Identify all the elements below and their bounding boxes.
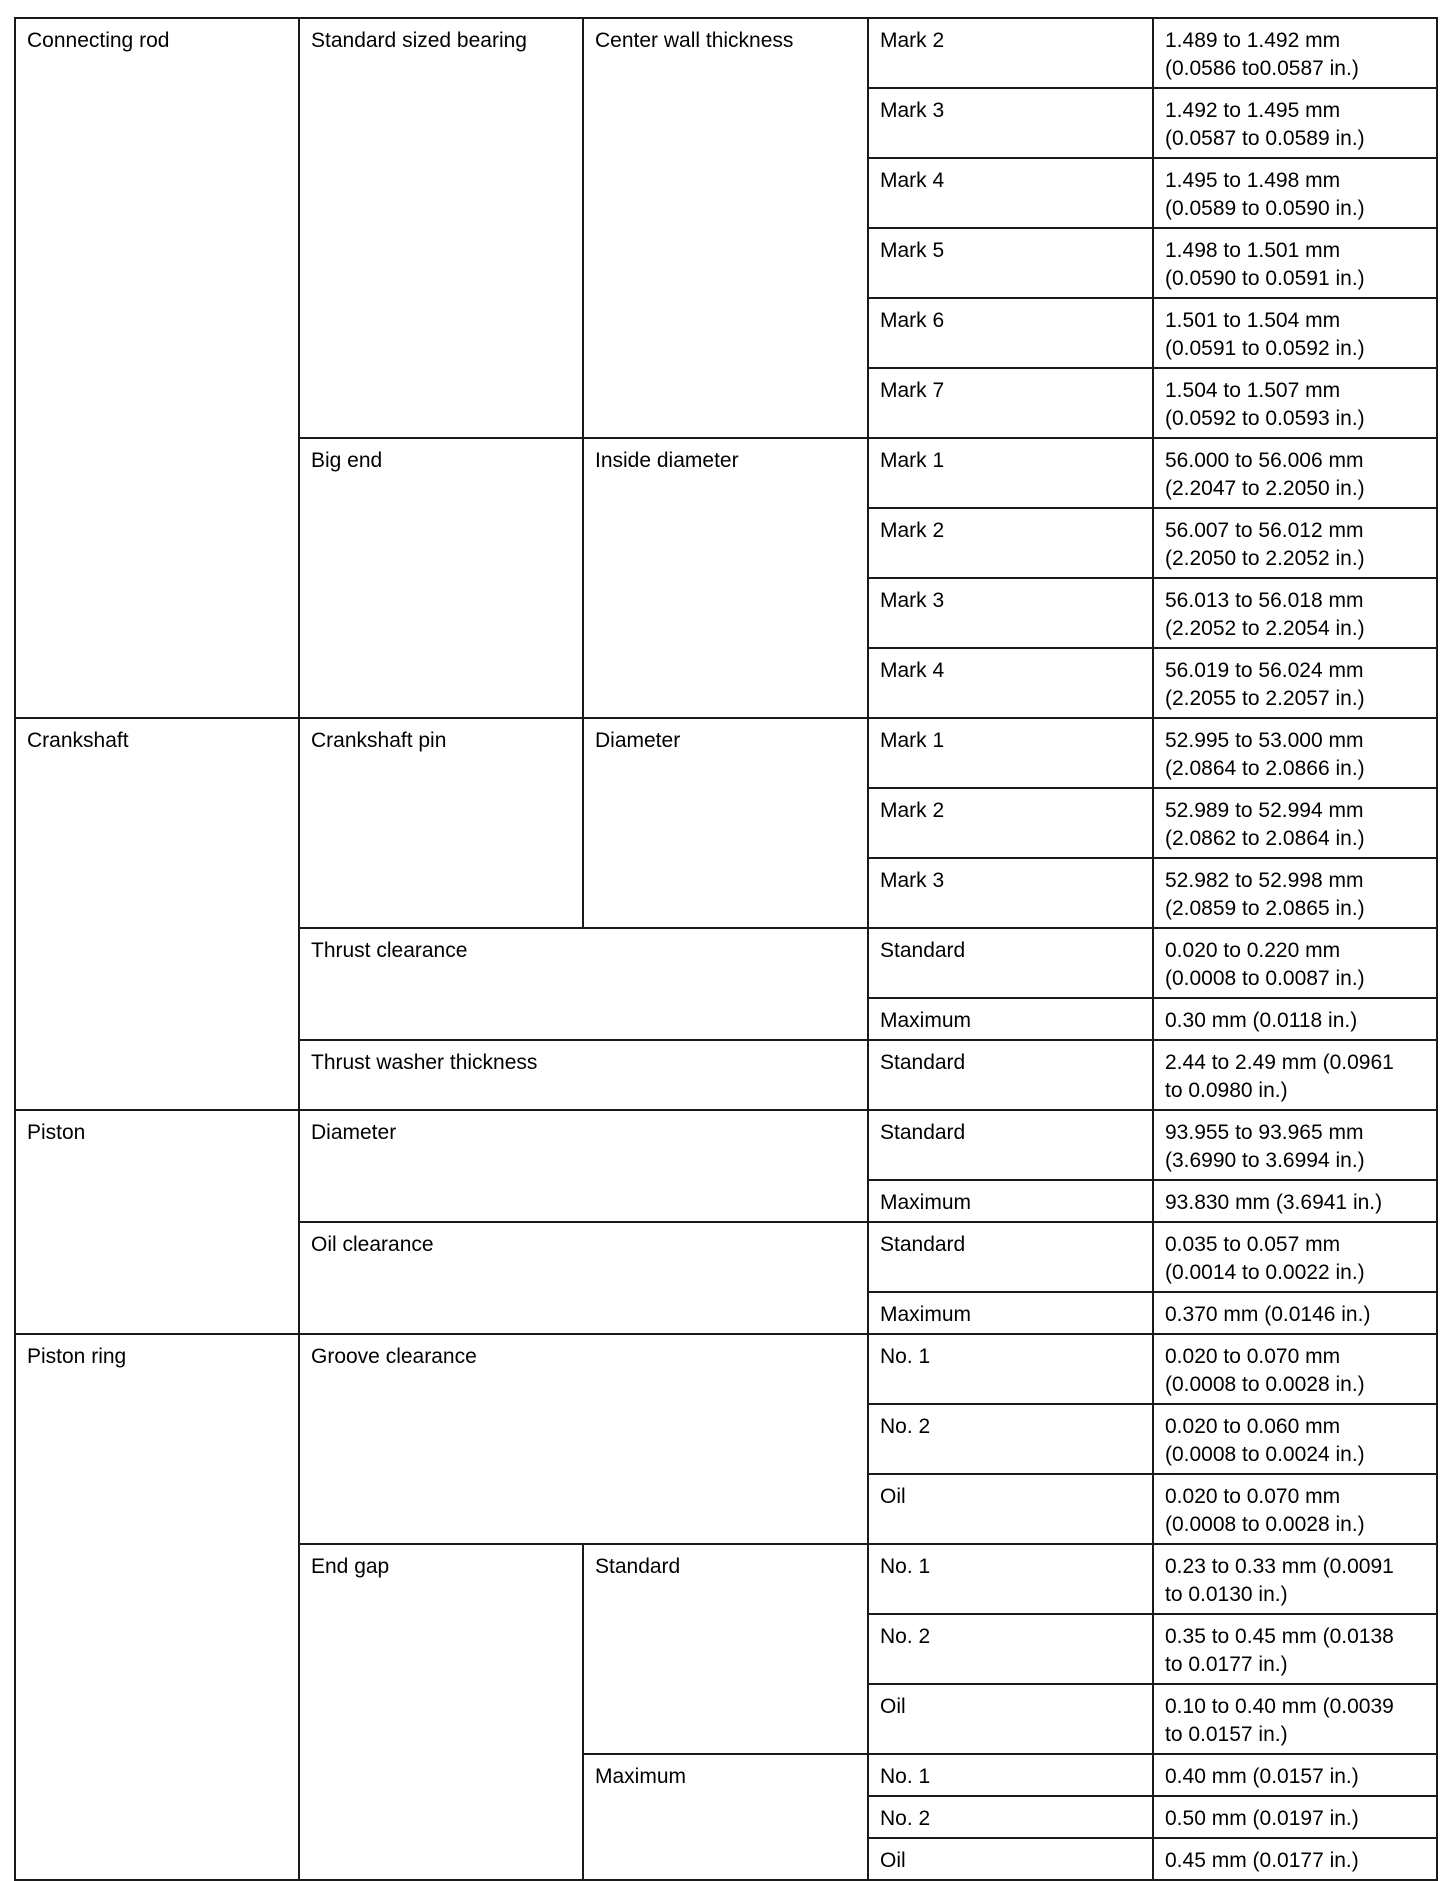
condition-cell: No. 2: [868, 1796, 1153, 1838]
condition-cell: Mark 1: [868, 438, 1153, 508]
condition-cell: Standard: [868, 928, 1153, 998]
value-cell: 0.50 mm (0.0197 in.): [1153, 1796, 1437, 1838]
value-cell: 0.45 mm (0.0177 in.): [1153, 1838, 1437, 1880]
condition-cell: Mark 2: [868, 788, 1153, 858]
condition-cell: Standard: [868, 1040, 1153, 1110]
component-cell: Piston ring: [15, 1334, 299, 1880]
part-cell: Groove clearance: [299, 1334, 868, 1544]
condition-cell: Oil: [868, 1684, 1153, 1754]
value-cell: 0.23 to 0.33 mm (0.0091 to 0.0130 in.): [1153, 1544, 1437, 1614]
condition-cell: Mark 7: [868, 368, 1153, 438]
condition-cell: Mark 2: [868, 508, 1153, 578]
value-cell: 0.035 to 0.057 mm (0.0014 to 0.0022 in.): [1153, 1222, 1437, 1292]
part-cell: Thrust washer thickness: [299, 1040, 868, 1110]
value-cell: 0.020 to 0.220 mm (0.0008 to 0.0087 in.): [1153, 928, 1437, 998]
value-cell: 0.10 to 0.40 mm (0.0039 to 0.0157 in.): [1153, 1684, 1437, 1754]
value-cell: 0.40 mm (0.0157 in.): [1153, 1754, 1437, 1796]
condition-cell: Mark 4: [868, 158, 1153, 228]
value-cell: 56.019 to 56.024 mm (2.2055 to 2.2057 in.): [1153, 648, 1437, 718]
value-cell: 0.020 to 0.060 mm (0.0008 to 0.0024 in.): [1153, 1404, 1437, 1474]
value-cell: 1.501 to 1.504 mm (0.0591 to 0.0592 in.): [1153, 298, 1437, 368]
condition-cell: Mark 5: [868, 228, 1153, 298]
table-row: [15, 1334, 1437, 1404]
condition-cell: Maximum: [868, 1292, 1153, 1334]
value-cell: 0.020 to 0.070 mm (0.0008 to 0.0028 in.): [1153, 1334, 1437, 1404]
condition-cell: No. 1: [868, 1334, 1153, 1404]
part-cell: Oil clearance: [299, 1222, 868, 1334]
table-row: [15, 18, 1437, 88]
condition-cell: Oil: [868, 1838, 1153, 1880]
condition-cell: Mark 3: [868, 858, 1153, 928]
item-cell: Diameter: [583, 718, 868, 928]
condition-cell: Mark 6: [868, 298, 1153, 368]
part-cell: Crankshaft pin: [299, 718, 583, 928]
component-cell: Connecting rod: [15, 18, 299, 718]
item-cell: Standard: [583, 1544, 868, 1754]
value-cell: 0.35 to 0.45 mm (0.0138 to 0.0177 in.): [1153, 1614, 1437, 1684]
value-cell: 93.955 to 93.965 mm (3.6990 to 3.6994 in.): [1153, 1110, 1437, 1180]
item-cell: Inside diameter: [583, 438, 868, 718]
part-cell: Thrust clearance: [299, 928, 868, 1040]
part-cell: Diameter: [299, 1110, 868, 1222]
condition-cell: Mark 3: [868, 88, 1153, 158]
condition-cell: Mark 4: [868, 648, 1153, 718]
value-cell: 1.492 to 1.495 mm (0.0587 to 0.0589 in.): [1153, 88, 1437, 158]
condition-cell: Mark 2: [868, 18, 1153, 88]
condition-cell: Oil: [868, 1474, 1153, 1544]
value-cell: 0.370 mm (0.0146 in.): [1153, 1292, 1437, 1334]
condition-cell: No. 1: [868, 1544, 1153, 1614]
part-cell: Standard sized bearing: [299, 18, 583, 438]
item-cell: Center wall thickness: [583, 18, 868, 438]
value-cell: 52.995 to 53.000 mm (2.0864 to 2.0866 in.): [1153, 718, 1437, 788]
value-cell: 93.830 mm (3.6941 in.): [1153, 1180, 1437, 1222]
item-cell: Maximum: [583, 1754, 868, 1880]
specification-table: [14, 17, 1438, 1881]
condition-cell: Maximum: [868, 998, 1153, 1040]
value-cell: 2.44 to 2.49 mm (0.0961 to 0.0980 in.): [1153, 1040, 1437, 1110]
value-cell: 1.489 to 1.492 mm (0.0586 to0.0587 in.): [1153, 18, 1437, 88]
value-cell: 1.498 to 1.501 mm (0.0590 to 0.0591 in.): [1153, 228, 1437, 298]
component-cell: Crankshaft: [15, 718, 299, 1110]
part-cell: End gap: [299, 1544, 583, 1880]
table-row: [15, 1110, 1437, 1180]
condition-cell: No. 2: [868, 1404, 1153, 1474]
value-cell: 56.000 to 56.006 mm (2.2047 to 2.2050 in.): [1153, 438, 1437, 508]
value-cell: 56.007 to 56.012 mm (2.2050 to 2.2052 in.): [1153, 508, 1437, 578]
value-cell: 0.020 to 0.070 mm (0.0008 to 0.0028 in.): [1153, 1474, 1437, 1544]
component-cell: Piston: [15, 1110, 299, 1334]
condition-cell: No. 1: [868, 1754, 1153, 1796]
value-cell: 1.495 to 1.498 mm (0.0589 to 0.0590 in.): [1153, 158, 1437, 228]
condition-cell: No. 2: [868, 1614, 1153, 1684]
value-cell: 52.982 to 52.998 mm (2.0859 to 2.0865 in.): [1153, 858, 1437, 928]
condition-cell: Standard: [868, 1222, 1153, 1292]
condition-cell: Mark 3: [868, 578, 1153, 648]
part-cell: Big end: [299, 438, 583, 718]
value-cell: 1.504 to 1.507 mm (0.0592 to 0.0593 in.): [1153, 368, 1437, 438]
condition-cell: Standard: [868, 1110, 1153, 1180]
value-cell: 56.013 to 56.018 mm (2.2052 to 2.2054 in.): [1153, 578, 1437, 648]
value-cell: 52.989 to 52.994 mm (2.0862 to 2.0864 in.): [1153, 788, 1437, 858]
table-row: [15, 718, 1437, 788]
condition-cell: Mark 1: [868, 718, 1153, 788]
condition-cell: Maximum: [868, 1180, 1153, 1222]
value-cell: 0.30 mm (0.0118 in.): [1153, 998, 1437, 1040]
